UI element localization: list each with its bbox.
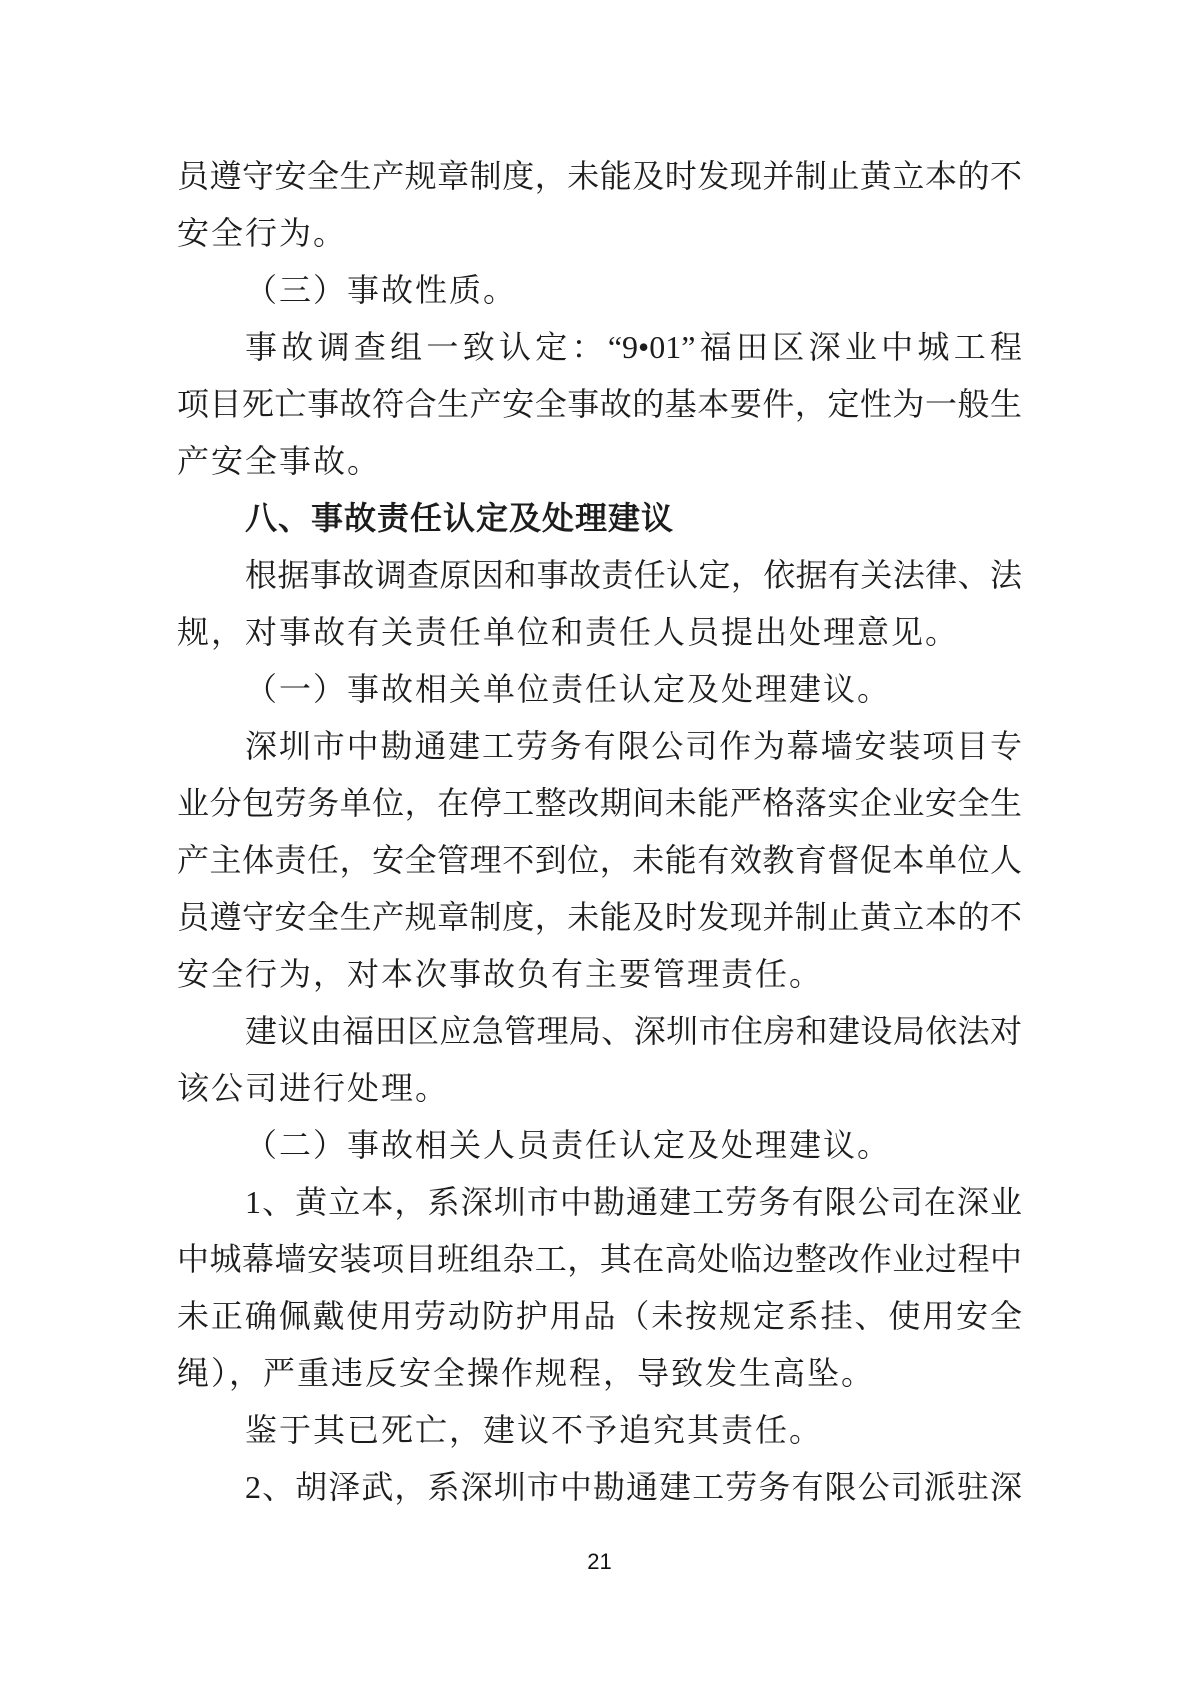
page-number: 21 — [587, 1549, 612, 1574]
text-line: 事故调查组一致认定：“9•01”福田区深业中城工程 — [245, 329, 1022, 365]
text-line: 该公司进行处理。 — [177, 1070, 450, 1106]
section-heading: 八、事故责任认定及处理建议 — [245, 500, 675, 536]
text-line: 业分包劳务单位，在停工整改期间未能严格落实企业安全生 — [177, 785, 1022, 821]
text-line: 规，对事故有关责任单位和责任人员提出处理意见。 — [177, 614, 960, 650]
subsection-heading: （二）事故相关人员责任认定及处理建议。 — [245, 1127, 892, 1163]
text-line: 中城幕墙安装项目班组杂工，其在高处临边整改作业过程中 — [177, 1241, 1022, 1277]
text-line: 1、黄立本，系深圳市中勘通建工劳务有限公司在深业 — [245, 1184, 1022, 1220]
text-line: 绳），严重违反安全操作规程，导致发生高坠。 — [177, 1355, 876, 1391]
text-line: 产安全事故。 — [177, 443, 382, 479]
text-line: 项目死亡事故符合生产安全事故的基本要件，定性为一般生 — [177, 386, 1022, 422]
text-line: 2、胡泽武，系深圳市中勘通建工劳务有限公司派驻深 — [245, 1469, 1022, 1505]
text-line: 员遵守安全生产规章制度，未能及时发现并制止黄立本的不 — [177, 158, 1022, 194]
subsection-heading: （一）事故相关单位责任认定及处理建议。 — [245, 671, 892, 707]
text-line: 产主体责任，安全管理不到位，未能有效教育督促本单位人 — [177, 842, 1022, 878]
text-line: 深圳市中勘通建工劳务有限公司作为幕墙安装项目专 — [245, 728, 1022, 764]
subsection-heading: （三）事故性质。 — [245, 272, 518, 308]
text-block — [177, 148, 1022, 1516]
text-line: 鉴于其已死亡，建议不予追究其责任。 — [245, 1412, 824, 1448]
text-line: 建议由福田区应急管理局、深圳市住房和建设局依法对 — [245, 1013, 1022, 1049]
text-line: 员遵守安全生产规章制度，未能及时发现并制止黄立本的不 — [177, 899, 1022, 935]
text-line: 未正确佩戴使用劳动防护用品（未按规定系挂、使用安全 — [177, 1298, 1022, 1334]
text-line: 安全行为，对本次事故负有主要管理责任。 — [177, 956, 824, 992]
text-line: 安全行为。 — [177, 215, 348, 251]
text-line: 根据事故调查原因和事故责任认定，依据有关法律、法 — [245, 557, 1022, 593]
